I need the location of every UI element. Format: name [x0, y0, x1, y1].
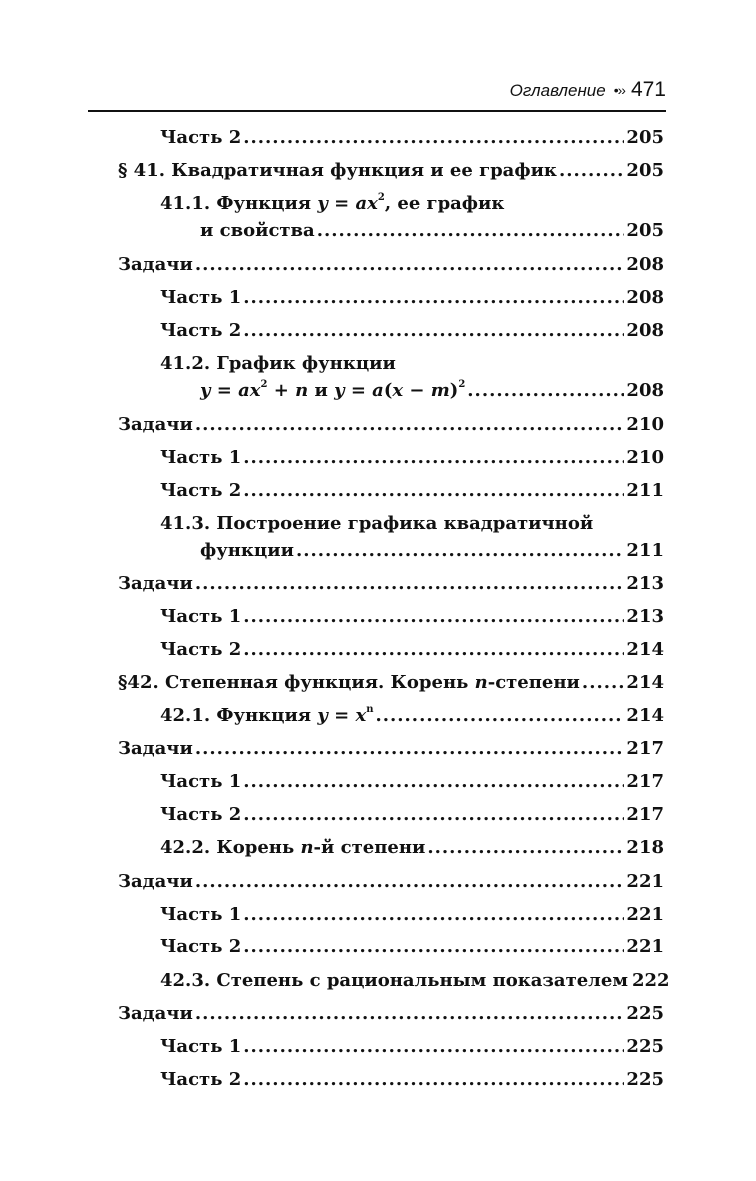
toc-entry-label: Задачи: [118, 573, 193, 594]
toc-entry-page: 210: [626, 447, 664, 468]
header-rule: [88, 110, 666, 112]
toc-leader: [296, 537, 624, 564]
toc-leader: [195, 411, 625, 438]
toc-entry[interactable]: [118, 570, 664, 597]
toc-entry-label: Задачи: [118, 414, 193, 435]
toc-entry[interactable]: [160, 317, 664, 344]
toc-entry-page: 218: [626, 837, 664, 858]
toc-entry[interactable]: [160, 1066, 664, 1093]
toc-entry[interactable]: [160, 190, 664, 244]
math-op: =: [327, 193, 356, 214]
toc-entry[interactable]: [160, 284, 664, 311]
label-suffix: -степени: [487, 672, 580, 693]
math-var: n: [300, 837, 314, 858]
toc-entry-label: [160, 702, 373, 729]
toc-entry-page: 205: [626, 127, 664, 148]
toc-entry[interactable]: [160, 834, 664, 861]
toc-entry-label-cont: и свойства: [200, 220, 315, 241]
math-var: y: [317, 705, 328, 726]
math-op: =: [344, 380, 373, 401]
toc-entry-label: Задачи: [118, 738, 193, 759]
math-var: x: [355, 705, 367, 726]
section-title: Оглавление: [509, 81, 606, 100]
toc-entry-label: 41.2. График функции: [160, 353, 396, 374]
math-op: =: [210, 380, 239, 401]
math-var: n: [474, 672, 488, 693]
math-op: −: [403, 380, 431, 401]
toc-entry-page: 217: [626, 738, 664, 759]
toc-entry-page: 205: [626, 160, 664, 181]
toc-entry[interactable]: [160, 636, 664, 663]
toc-leader: [427, 834, 624, 861]
toc-entry-page: 214: [626, 639, 664, 660]
math-var: y: [317, 193, 328, 214]
math-paren: ): [449, 380, 459, 401]
toc-entry[interactable]: [160, 510, 664, 564]
toc-leader: [195, 570, 625, 597]
toc-entry-page: 217: [626, 804, 664, 825]
toc-entry-label: [160, 190, 504, 217]
toc-entry-page: 225: [626, 1069, 664, 1090]
toc-leader: [243, 124, 624, 151]
toc-entry-page: 213: [626, 573, 664, 594]
toc-entry-label: Часть 2: [160, 936, 242, 957]
toc-leader: [195, 1000, 625, 1027]
toc-entry-label: Часть 1: [160, 606, 242, 627]
math-var: a: [372, 380, 384, 401]
math-var: ax: [355, 193, 378, 214]
toc-entry-label: § 41. Квадратичная функция и ее график: [118, 160, 557, 181]
toc-entry-page: 213: [626, 606, 664, 627]
toc-entry[interactable]: [160, 702, 664, 729]
label-prefix: §42. Степенная функция. Корень: [118, 672, 475, 693]
toc-leader: [243, 1033, 624, 1060]
toc-entry-page: 208: [626, 380, 664, 401]
toc-entry-page: 208: [626, 320, 664, 341]
toc-entry-page: 211: [626, 480, 664, 501]
toc-entry-page: 217: [626, 771, 664, 792]
math-op: =: [327, 705, 356, 726]
toc-entry[interactable]: [118, 157, 664, 184]
toc-entry-page: 208: [626, 254, 664, 275]
toc-leader: [195, 868, 625, 895]
label-prefix: 42.2. Корень: [160, 837, 301, 858]
toc-entry-label: Задачи: [118, 254, 193, 275]
toc-entry[interactable]: [118, 251, 664, 278]
toc-leader: [317, 217, 625, 244]
page-number: 471: [630, 78, 666, 101]
toc-leader: [243, 636, 624, 663]
math-var: y: [334, 380, 345, 401]
label-prefix: 42.1. Функция: [160, 705, 318, 726]
toc-entry-page: 211: [626, 540, 664, 561]
toc-entry-label: Часть 2: [160, 639, 242, 660]
math-exponent: 2: [458, 379, 466, 390]
toc-entry[interactable]: [160, 967, 670, 994]
running-header: [118, 78, 666, 102]
toc-entry-page: 221: [626, 871, 664, 892]
toc-entry-label: Часть 2: [160, 480, 242, 501]
toc-entry-label-cont: функции: [200, 540, 294, 561]
toc-leader: [195, 735, 625, 762]
toc-entry-page: 214: [626, 672, 664, 693]
toc-entry-page: 205: [626, 220, 664, 241]
toc-entry-label: Часть 1: [160, 287, 242, 308]
toc-entry-page: 221: [626, 904, 664, 925]
toc-entry-label: Задачи: [118, 871, 193, 892]
toc-leader: [243, 1066, 624, 1093]
toc-entry[interactable]: [118, 868, 664, 895]
toc-entry[interactable]: [118, 669, 664, 696]
toc-entry-label: Часть 1: [160, 1036, 242, 1057]
toc-leader: [375, 702, 624, 729]
math-exponent: 2: [377, 192, 385, 203]
toc-entry-label: Часть 1: [160, 447, 242, 468]
toc-entry[interactable]: [160, 933, 664, 960]
toc-entry[interactable]: [160, 350, 664, 404]
toc-entry-label: Задачи: [118, 1003, 193, 1024]
toc-leader: [467, 377, 624, 404]
toc-leader: [243, 933, 624, 960]
label-suffix: -й степени: [313, 837, 426, 858]
label-prefix: 41.1. Функция: [160, 193, 318, 214]
toc-entry-page: 225: [626, 1036, 664, 1057]
toc-entry[interactable]: [160, 801, 664, 828]
toc-entry-label: 41.3. Построение графика квадратичной: [160, 513, 594, 534]
toc-leader: [243, 768, 624, 795]
toc-leader: [582, 669, 625, 696]
toc-entry-label: Часть 1: [160, 771, 242, 792]
math-paren: (: [383, 380, 393, 401]
math-var: ax: [238, 380, 261, 401]
toc-entry[interactable]: [160, 603, 664, 630]
toc-entry-page: 210: [626, 414, 664, 435]
ornament-icon: •››: [613, 82, 625, 98]
toc-leader: [195, 251, 625, 278]
toc-entry-page: 208: [626, 287, 664, 308]
toc-entry-page: 225: [626, 1003, 664, 1024]
math-var: n: [295, 380, 309, 401]
toc-leader: [243, 444, 624, 471]
toc-entry-formula: [200, 377, 465, 404]
math-exponent: 2: [260, 379, 268, 390]
toc-entry-page: 222: [631, 970, 670, 991]
toc-entry-label: Часть 2: [160, 1069, 242, 1090]
toc-entry[interactable]: [160, 768, 664, 795]
label-suffix: , ее график: [384, 193, 505, 214]
toc-entry[interactable]: [160, 444, 664, 471]
conjunction: и: [308, 380, 335, 401]
toc-entry[interactable]: [160, 901, 664, 928]
toc-entry-label: Часть 2: [160, 320, 242, 341]
toc-entry[interactable]: [118, 411, 664, 438]
math-var: y: [200, 380, 211, 401]
toc-entry-label: [118, 669, 580, 696]
toc-leader: [243, 603, 624, 630]
math-var: m: [430, 380, 450, 401]
toc-entry[interactable]: [160, 124, 664, 151]
toc-leader: [243, 477, 624, 504]
math-var: x: [392, 380, 404, 401]
toc-leader: [243, 801, 624, 828]
toc-entry-label: Часть 2: [160, 804, 242, 825]
toc-entry-label: Часть 2: [160, 127, 242, 148]
toc-entry[interactable]: [160, 477, 664, 504]
toc-leader: [243, 317, 624, 344]
toc-entry[interactable]: [118, 1000, 664, 1027]
toc-entry-page: 221: [626, 936, 664, 957]
toc-entry-label: [160, 834, 425, 861]
toc-entry-label: Часть 1: [160, 904, 242, 925]
toc-leader: [243, 284, 624, 311]
toc-entry[interactable]: [118, 735, 664, 762]
toc-leader: [243, 901, 624, 928]
toc-leader: [559, 157, 624, 184]
math-exponent: n: [366, 704, 374, 715]
toc-entry[interactable]: [160, 1033, 664, 1060]
math-op: +: [267, 380, 296, 401]
toc-entry-label: 42.3. Степень с рациональным показателем: [160, 970, 628, 991]
toc-entry-page: 214: [626, 705, 664, 726]
